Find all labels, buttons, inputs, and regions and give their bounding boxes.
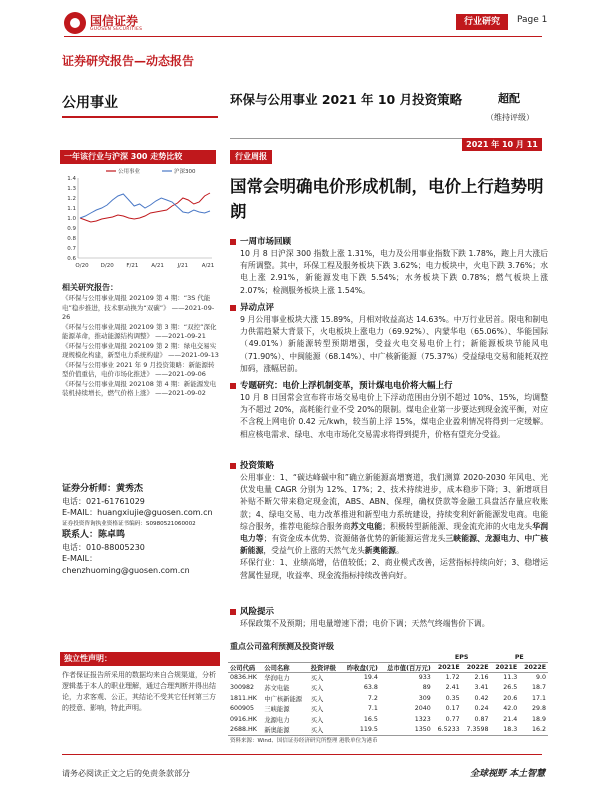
table-cell: 16.2: [519, 725, 548, 736]
x-tick-label: A/21: [201, 263, 215, 269]
y-tick-label: 1.1: [67, 206, 76, 212]
table-title: 重点公司盈利预测及投资评级: [230, 642, 334, 651]
section-body: 9 月公用事业板块大涨 15.89%，月相对收益高达 14.63%。中万行业居首。限电和制电力供需趋紧大背景下，火电板块上涨电力（69.92%）、内蒙华电（65.06%）、华能国际（49.01%）新能源转型预期增强，受益火电交易电价上行；新能源板块节能风电（71.90%）、中闽能源（68.14%）、中广核新能源（75.37%）受益绿电交易和能耗双控加码，涨幅居前。: [240, 315, 548, 373]
table-cell: 42.0: [503, 705, 518, 713]
table-cell: 2.16: [474, 674, 489, 681]
table-header: 公司代码: [228, 662, 262, 672]
table-cell: 300982: [230, 684, 255, 692]
x-tick-label: D/20: [100, 263, 114, 269]
table-cell: 华润电力: [264, 675, 290, 682]
forecast-table: [228, 653, 548, 736]
report-title: 环保与公用事业 2021 年 10 月投资策略: [230, 92, 463, 107]
table-cell: 0916.HK: [230, 715, 257, 723]
table-cell: 309: [418, 694, 431, 702]
stock-highlight: 华润电力等: [240, 521, 549, 544]
sector-divider: [62, 116, 218, 118]
table-cell: 19.4: [363, 674, 378, 681]
strategy-text: 公用事业：1、“碳达峰碳中和”确立新能源高增赛道，我们测算 2020-2030 年风电、光伏发电量 CAGR 分别为 12%、17%；2、技术持续进步，成本稳步下降；3、新增项目补贴不断欠带来稳定现金流，ABS、ABN、保理，确权贷款等金融工具盘活存量应收账款；4、绿电交易、电力改革推进和新型电力系统建设，持续变利好新能源发电商。电能综合服务，推荐电能综合服务商: [240, 473, 548, 531]
strategy-text: ；积极转型新能源、现金流充沛的火电龙头: [382, 521, 533, 531]
table-cell: 0.77: [445, 715, 460, 723]
table-row: [228, 672, 548, 683]
report-date: 2021 年 10 月 11 日: [462, 138, 542, 151]
table-cell: 1811.HK: [230, 694, 257, 702]
table-row: [228, 683, 548, 694]
section-strategy: [230, 460, 548, 582]
table-header: 2021E: [433, 662, 462, 672]
y-tick-label: 0.8: [67, 236, 76, 242]
table-source-note: 资料来源：Wind、国信证券经济研究所整理 港股单位为港币: [230, 738, 378, 744]
y-tick-label: 0.7: [67, 246, 76, 252]
table-group-pe: PE: [491, 653, 548, 662]
related-title: 相关研究报告：: [62, 283, 118, 292]
table-cell: 买入: [310, 716, 324, 724]
table-cell: 9.0: [535, 674, 546, 681]
related-item[interactable]: 《环保与公用事业周报 202109 第 3 期：“双控”深化能源革命，推动能源结构调整》 ——2021-09-21: [62, 322, 217, 340]
table-group-row: [228, 653, 548, 662]
section-title: 一周市场回顾: [230, 236, 548, 248]
table-cell: 买入: [310, 675, 324, 682]
section-body: [230, 472, 548, 557]
table-cell: 7.3598: [462, 725, 491, 736]
section-risk: [230, 606, 548, 630]
analyst-2-name: 联系人：陈卓鸣: [62, 530, 126, 540]
related-item[interactable]: 《环保与公用事业周报 202109 第 2 期：绿电交易实现规模化构建，新型电力系统构建》 ——2021-09-13: [62, 341, 219, 359]
table-group-eps: EPS: [433, 653, 491, 662]
section-special-topic: [230, 380, 548, 441]
footer-slogan: 全球视野 本土智慧: [470, 769, 546, 779]
section-title: 异动点评: [230, 302, 548, 314]
section-movers: [230, 302, 548, 375]
rating-note: （维持评级）: [486, 113, 534, 122]
table-header: 昨收盘(元): [341, 662, 380, 672]
analyst-1-tel: 电话：021-61761029: [62, 496, 145, 506]
analyst-info: [62, 484, 220, 576]
related-list: [62, 294, 220, 399]
sector-label: 公用事业: [62, 95, 118, 111]
header-divider: [64, 36, 542, 37]
table-cell: 20.6: [503, 694, 518, 702]
table-cell: 0.17: [445, 705, 460, 713]
related-item[interactable]: 《环保与公用事业周报 202108 第 4 期：新能源发电装机持续增长，燃气价格上涨》 ——2021-09-02: [62, 379, 217, 397]
analyst-2-tel: 电话：010-88005230: [62, 542, 145, 552]
table-header: 2021E: [491, 662, 520, 672]
y-tick-label: 0.6: [67, 256, 76, 262]
trend-chart: [60, 166, 216, 272]
footer-divider: [62, 754, 542, 755]
side-chart-title: 一年该行业与沪深 300 走势比较: [60, 150, 216, 164]
footer-disclaimer: 请务必阅读正文之后的免责条款部分: [62, 769, 190, 778]
table-header-row: [228, 662, 548, 672]
table-row: [228, 725, 548, 736]
column-tag: 行业周报: [230, 150, 272, 164]
rating: 超配: [498, 92, 520, 105]
table-cell: 2.41: [445, 684, 460, 692]
table-cell: 16.5: [363, 715, 378, 723]
strategy-text: ；有资金成本优势、资源储备优势的新能源运营龙头: [263, 534, 446, 544]
disclaimer-text: 作者保证报告所采用的数据均来自合规渠道，分析逻辑基于本人的职业理解，通过合理判断并得出结论，力求客观、公正，其结论不受其它任何第三方的授意、影响，特此声明。: [62, 671, 216, 712]
analyst-2-email[interactable]: E-MAIL：chenzhuoming@guosen.com.cn: [62, 554, 190, 575]
table-group-blank: [228, 653, 433, 662]
stock-highlight: 新奥能源: [364, 546, 396, 556]
legend-label: 沪深300: [174, 169, 196, 175]
analyst-1-name: 证券分析师：黄秀杰: [62, 484, 144, 494]
table-cell: 0.24: [474, 705, 489, 713]
strategy-text: ，受益气价上涨的天然气龙头: [263, 546, 365, 556]
table-cell: 18.7: [531, 684, 546, 692]
table-row: [228, 704, 548, 715]
logo-mark-icon: [64, 12, 86, 34]
section-market-review: [230, 236, 548, 297]
table-cell: 龙源电力: [264, 716, 290, 724]
y-tick-label: 1.2: [67, 196, 76, 202]
table-cell: 苏文电能: [264, 685, 290, 693]
table-cell: 63.8: [363, 684, 378, 692]
table-cell: 29.8: [531, 705, 546, 713]
table-cell: 119.5: [341, 725, 380, 736]
table-cell: 0836.HK: [230, 674, 257, 681]
table-cell: 1.72: [445, 674, 460, 681]
related-item[interactable]: 《环保与公用事业周报 202109 第 4 期：“3S 代能电”稳步推进，技术驱动换为“双碳”》 ——2021-09-26: [62, 294, 215, 321]
table-cell: 买入: [310, 695, 324, 703]
analyst-1-cert: 证券投资咨询执业资格证书编码：S0980521060002: [62, 520, 196, 527]
table-cell: 0.35: [445, 694, 460, 702]
stock-highlight: 三峡能源、龙源电力、中广核新能源: [240, 534, 549, 556]
table-header: 投资评级: [309, 662, 341, 672]
report-type: 证券研究报告—动态报告: [62, 54, 195, 68]
x-tick-label: O/20: [75, 263, 89, 269]
series-line: [80, 194, 210, 218]
y-tick-label: 0.9: [67, 226, 76, 232]
table-cell: 11.3: [503, 674, 518, 681]
table-cell: 2688.HK: [228, 725, 262, 736]
logo-text-en: GUOSEN SECURITIES: [90, 27, 143, 32]
headline: 国常会明确电价形成机制，电价上行趋势明朗: [230, 177, 544, 221]
y-tick-label: 1.3: [67, 186, 76, 192]
table-cell: 17.1: [531, 694, 546, 702]
logo-text-cn: 国信证券: [90, 14, 139, 28]
table-cell: 600905: [230, 705, 255, 713]
table-cell: 21.4: [503, 715, 518, 723]
disclaimer-title: 独立性声明：: [60, 652, 220, 666]
section-body: 10 月 8 日国常会宣布将市场交易电价上下浮动范围由分别不超过 10%、15%，均调整为不超过 20%，高耗能行业不受 20%的限制。煤电企业第一步要达到现金流平衡，对应不含税上网电价 0.42 元/kwh，较当前上浮 15%，煤电企业盈利情况将得到一定缓解。相应核电需求、绿电、水电市场化交易需求将得到提升，价格有望充分受益。: [240, 393, 548, 439]
header-tag: 行业研究: [456, 14, 508, 30]
table-cell: 7.2: [367, 694, 378, 702]
x-tick-label: F/21: [126, 263, 139, 269]
table-cell: 买入: [309, 725, 341, 736]
trend-chart-svg: [60, 166, 216, 272]
section-title: 风险提示: [230, 606, 548, 618]
related-item[interactable]: 《环保与公用事业 2021 年 9 月投资策略：新能源转型价值重估，电价市场化推进》 ——2021-09-06: [62, 360, 215, 378]
section-body-env: 环保行业：1、业绩高增，估值较低；2、商业模式改善，运营指标持续向好；3、稳增运营属性显现，收益率、现金流指标持续改善向好。: [240, 558, 548, 580]
section-title: 投资策略: [230, 460, 548, 472]
table-cell: 1350: [380, 725, 433, 736]
stock-highlight: 苏文电能: [350, 521, 383, 531]
table-cell: 7.1: [367, 705, 378, 713]
strategy-text: 。: [395, 546, 404, 556]
table-header: 2022E: [519, 662, 548, 672]
x-tick-label: A/21: [151, 263, 164, 269]
table-cell: 三峡能源: [264, 706, 290, 714]
table-cell: 买入: [310, 685, 324, 693]
y-tick-label: 1.4: [67, 176, 76, 182]
company-logo: [64, 10, 184, 36]
table-header: 2022E: [462, 662, 491, 672]
legend-label: 公用事业: [118, 169, 141, 175]
section-body: 10 月 8 日沪深 300 指数上涨 1.31%，电力及公用事业指数下跌 1.78%，跑上月大涨后有所调整。其中，环保工程及服务板块下跌 3.62%；电力板块中，火电下跌 3.76%；水电上涨 2.91%，新能源发电下跌 5.54%；水务板块下跌 0.78%；燃气板块上涨 2.07%；检测服务板块上涨 1.54%。: [240, 249, 548, 295]
table-header: 公司名称: [262, 662, 308, 672]
table-cell: 89: [422, 684, 431, 692]
table-cell: 26.5: [503, 684, 518, 692]
table-row: [228, 693, 548, 704]
analyst-1-email[interactable]: E-MAIL：huangxiujie@guosen.com.cn: [62, 508, 213, 517]
section-body: 环保政策不及预期；用电量增速下滑；电价下调；天然气终端售价下调。: [240, 619, 490, 628]
page-number: Page 1: [517, 15, 548, 25]
table-header: 总市值(百万元): [380, 662, 433, 672]
table-cell: 新奥能源: [262, 725, 308, 736]
table-cell: 0.42: [474, 694, 489, 702]
table-cell: 18.3: [491, 725, 520, 736]
section-title: 专题研究：电价上浮机制变革，预计煤电电价将大幅上行: [230, 380, 548, 392]
table-cell: 933: [418, 674, 431, 681]
table-cell: 买入: [310, 706, 324, 714]
table-cell: 2040: [414, 705, 431, 713]
x-tick-label: J/21: [177, 263, 189, 269]
table-cell: 3.41: [474, 684, 489, 692]
table-cell: 中广核新能源: [264, 695, 303, 703]
y-tick-label: 1.0: [67, 216, 76, 222]
table-cell: 6.5233: [433, 725, 462, 736]
table-row: [228, 714, 548, 725]
table-cell: 1323: [414, 715, 431, 723]
table-cell: 18.9: [531, 715, 546, 723]
table-cell: 0.87: [474, 715, 489, 723]
